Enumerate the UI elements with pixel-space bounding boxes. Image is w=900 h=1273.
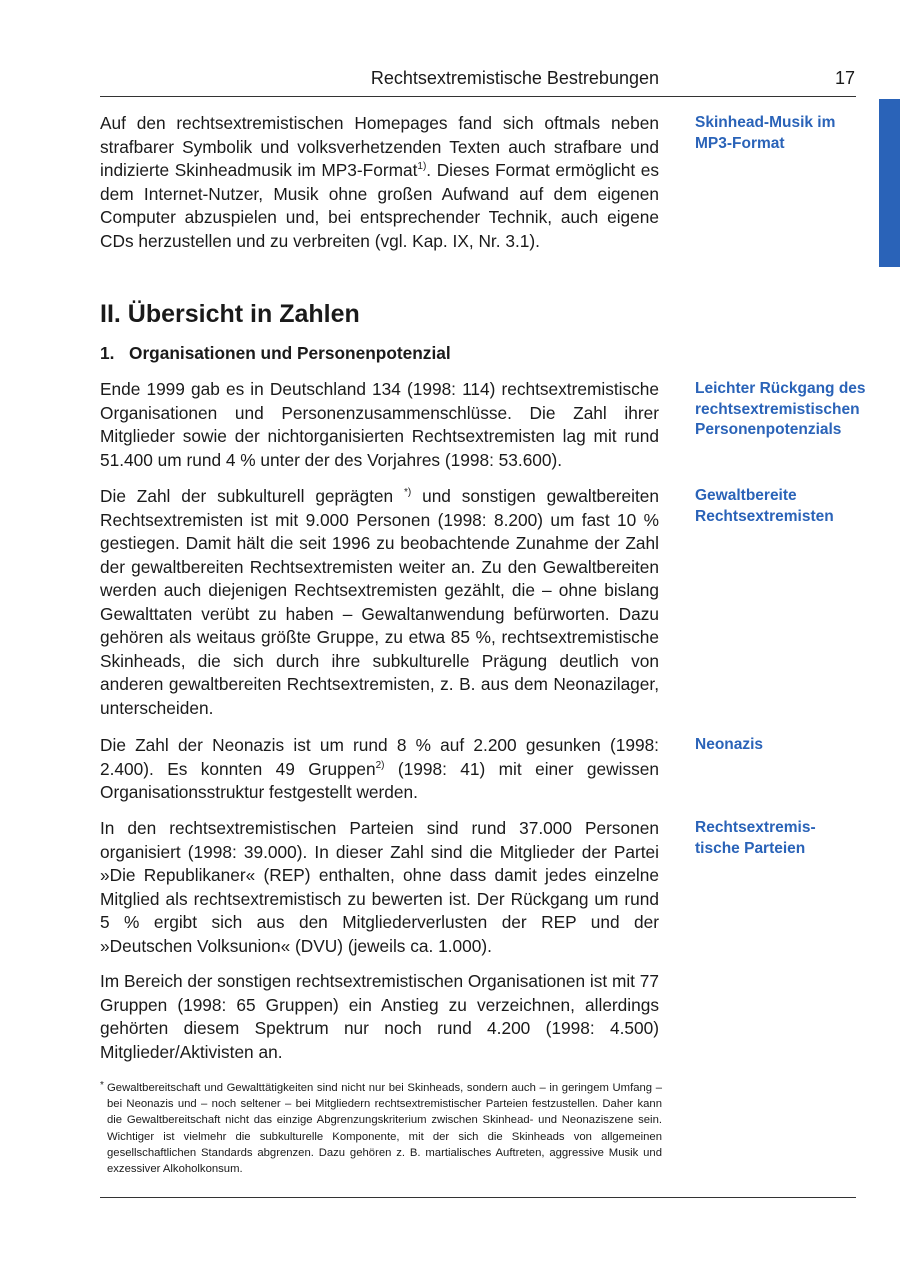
paragraph-neonazis: Die Zahl der Neonazis ist um rund 8 % auf 2.200 gesunken (1998: 2.400). Es konnten 49 Gruppen$^{2)}$ (1998: 41) mit einer gewissen Organisationsstruktur festgestellt werden.: [100, 735, 659, 802]
chapter-tab-marker: [879, 99, 900, 267]
paragraph-organisationen: Ende 1999 gab es in Deutschland 134 (1998: 114) rechtsextremistische Organisationen und Personenzusammenschlüsse. Die Zahl ihrer Mitglieder sowie der nichtorganisierten Rechtsextremisten lag mit rund 51.400 um rund 4 % unter der des Vorjahres (1998: 53.600).: [100, 379, 659, 470]
paragraph-parteien: In den rechtsextremistischen Parteien sind rund 37.000 Personen organisiert (1998: 39.000). In dieser Zahl sind die Mitglieder der Partei »Die Republikaner« (REP) enthalten, ohne dass damit jedes einzelne Mitglied als rechtsextremistisch zu bewerten ist. Der Rückgang um rund 5 % ergibt sich aus den Mitgliederverlusten der REP und der »Deutschen Volksunion« (DVU) (jeweils ca. 1.000).: [100, 818, 659, 956]
margin-note-parteien: Rechtsextremistische Parteien: [695, 819, 816, 857]
footnote-ref-star: *): [404, 487, 412, 498]
page-number: 17: [834, 68, 855, 88]
margin-note-gewaltbereite: Gewaltbereite Rechtsextremisten: [695, 487, 834, 525]
running-title: Rechtsextremistische Bestrebungen: [370, 68, 659, 88]
footnote: [100, 1080, 662, 1177]
bottom-rule: [100, 1197, 856, 1198]
paragraph-gewaltbereite: Die Zahl der subkulturell geprägten *) und sonstigen gewaltbereiten Rechtsextremisten ist mit 9.000 Personen (1998: 8.200) um fast 10 % gestiegen. Damit hält die seit 1996 zu beobachtende Zunahme der Zahl der gewaltbereiten Rechtsextremisten weiter an. Zu den Gewaltbereiten werden auch diejenigen Rechtsextremisten gezählt, die – ohne bislang Gewalttaten verübt zu haben – Gewaltanwendung befürworten. Dazu gehören als weitaus größte Gruppe, zu etwa 85 %, rechtsextremistische Skinheads, die sich durch ihre subkulturelle Prägung deutlich von anderen gewaltbereiten Rechtsextremisten, z. B. aus dem Neonazilager, unterscheiden.: [100, 486, 659, 718]
margin-note-neonazis: Neonazis: [695, 736, 764, 753]
subsection-title-text: Organisationen und Personenpotenzial: [129, 343, 451, 363]
paragraph-sonstige: Im Bereich der sonstigen rechtsextremistischen Organisationen ist mit 77 Gruppen (1998: 65 Gruppen) ein Anstieg zu verzeichnen, allerdings gehörten diesem Spektrum nur noch rund 4.200 (1998: 4.500) Mitglieder/Aktivisten an.: [100, 971, 660, 1062]
margin-note-skinhead-musik: Skinhead-Musik im MP3-Format: [695, 114, 836, 152]
footnote-text: Gewaltbereitschaft und Gewalttätigkeiten sind nicht nur bei Skinheads, sondern auch – in geringem Umfang – bei Neonazis und – noch seltener – bei Mitgliedern rechtsextremistischer Parteien festzustellen. Daher kann die Gewaltbereitschaft nicht das einzige Abgrenzungskriterium zwischen Skinhead- und Neonaziszene sein. Wichtiger ist vielmehr die subkulturelle Komponente, mit der sich die Skinheads von allgemeinen gesellschaftlichen Standards abgrenzen. Dazu gehören z. B. martialisches Auftreten, aggressive Musik und exzessiver Alkoholkonsum.: [107, 1082, 662, 1176]
page-header: [100, 66, 856, 97]
footnote-ref-2: 2): [375, 759, 385, 771]
subsection-title: [100, 343, 451, 364]
footnote-ref-1: 1): [417, 161, 427, 172]
subsection-number: 1.: [100, 343, 115, 363]
margin-note-rueckgang: Leichter Rückgang des rechtsextremistischen Personenpotenzials: [695, 380, 866, 438]
footnote-mark: *: [100, 1080, 104, 1091]
intro-paragraph: Auf den rechtsextremistischen Homepages fand sich oftmals neben strafbarer Symbolik und volksverhetzenden Texten auch strafbare und indizierte Skinheadmusik im MP3-Format$^{1)}$. Dieses Format ermöglicht es dem Internet-Nutzer, Musik ohne großen Aufwand auf dem eigenen Computer abzuspielen und, bei entsprechender Technik, auch eigene CDs herzustellen und zu verbreiten (vgl. Kap. IX, Nr. 3.1).: [100, 113, 659, 251]
section-title: II. Übersicht in Zahlen: [100, 300, 360, 328]
